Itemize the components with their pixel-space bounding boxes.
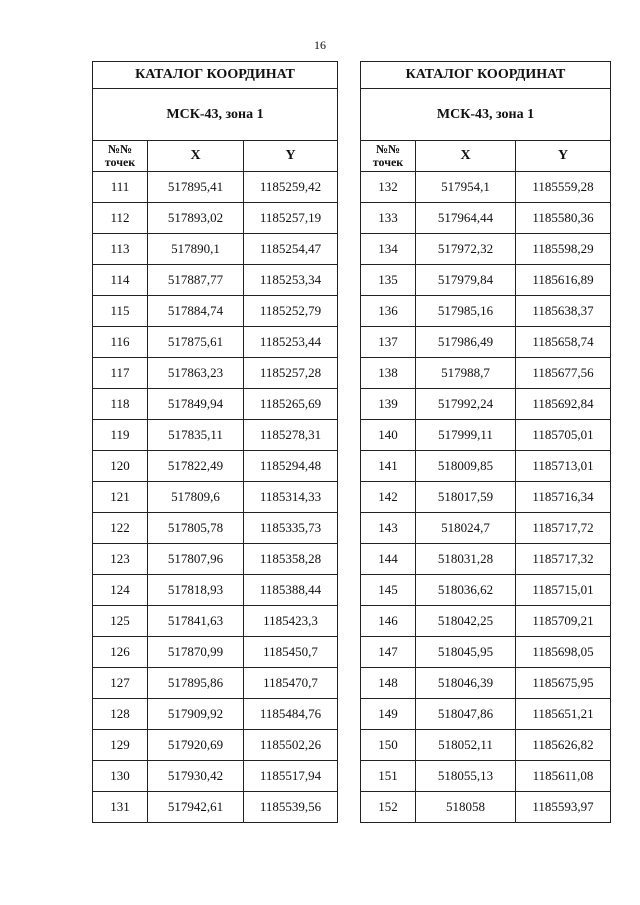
y-coordinate-cell: 1185470,7	[244, 668, 338, 699]
table-row	[361, 575, 611, 606]
x-coordinate-cell: 517895,41	[148, 172, 244, 203]
point-number-header	[93, 141, 148, 172]
point-number-cell: 134	[361, 234, 416, 265]
table-row	[93, 451, 338, 482]
y-coordinate-cell: 1185502,26	[244, 730, 338, 761]
y-coordinate-cell: 1185651,21	[516, 699, 611, 730]
point-number-cell: 138	[361, 358, 416, 389]
x-coordinate-cell: 517988,7	[416, 358, 516, 389]
point-number-cell: 131	[93, 792, 148, 823]
table-row	[93, 730, 338, 761]
point-number-header-line2: точек	[104, 155, 136, 169]
point-number-cell: 121	[93, 482, 148, 513]
y-coordinate-cell: 1185314,33	[244, 482, 338, 513]
x-coordinate-cell: 517841,63	[148, 606, 244, 637]
y-coordinate-cell: 1185593,97	[516, 792, 611, 823]
y-coordinate-cell: 1185257,28	[244, 358, 338, 389]
y-coordinate-cell: 1185698,05	[516, 637, 611, 668]
point-number-cell: 123	[93, 544, 148, 575]
x-coordinate-cell: 517999,11	[416, 420, 516, 451]
table-body	[93, 172, 338, 823]
point-number-cell: 116	[93, 327, 148, 358]
x-coordinate-cell: 518046,39	[416, 668, 516, 699]
y-coordinate-cell: 1185611,08	[516, 761, 611, 792]
point-number-cell: 113	[93, 234, 148, 265]
x-column-header: X	[416, 141, 516, 172]
y-coordinate-cell: 1185539,56	[244, 792, 338, 823]
point-number-cell: 140	[361, 420, 416, 451]
x-coordinate-cell: 517818,93	[148, 575, 244, 606]
point-number-cell: 111	[93, 172, 148, 203]
table-row	[93, 699, 338, 730]
table-row	[361, 451, 611, 482]
point-number-cell: 132	[361, 172, 416, 203]
point-number-cell: 146	[361, 606, 416, 637]
table-row	[93, 668, 338, 699]
y-coordinate-cell: 1185259,42	[244, 172, 338, 203]
point-number-cell: 125	[93, 606, 148, 637]
table-row	[361, 327, 611, 358]
y-coordinate-cell: 1185294,48	[244, 451, 338, 482]
table-row	[93, 544, 338, 575]
x-column-header: X	[148, 141, 244, 172]
x-coordinate-cell: 517884,74	[148, 296, 244, 327]
y-coordinate-cell: 1185253,34	[244, 265, 338, 296]
y-coordinate-cell: 1185638,37	[516, 296, 611, 327]
point-number-cell: 120	[93, 451, 148, 482]
point-number-cell: 124	[93, 575, 148, 606]
x-coordinate-cell: 517807,96	[148, 544, 244, 575]
point-number-cell: 151	[361, 761, 416, 792]
point-number-cell: 130	[93, 761, 148, 792]
table-row	[93, 637, 338, 668]
point-number-cell: 152	[361, 792, 416, 823]
x-coordinate-cell: 517890,1	[148, 234, 244, 265]
table-row	[93, 203, 338, 234]
table-row	[361, 699, 611, 730]
y-coordinate-cell: 1185580,36	[516, 203, 611, 234]
y-coordinate-cell: 1185423,3	[244, 606, 338, 637]
point-number-cell: 141	[361, 451, 416, 482]
y-coordinate-cell: 1185254,47	[244, 234, 338, 265]
catalog-title: КАТАЛОГ КООРДИНАТ	[93, 62, 338, 89]
point-number-cell: 128	[93, 699, 148, 730]
x-coordinate-cell: 517992,24	[416, 389, 516, 420]
x-coordinate-cell: 517870,99	[148, 637, 244, 668]
point-number-cell: 114	[93, 265, 148, 296]
table-row	[361, 234, 611, 265]
point-number-header-line2: точек	[372, 155, 404, 169]
point-number-cell: 144	[361, 544, 416, 575]
x-coordinate-cell: 517863,23	[148, 358, 244, 389]
x-coordinate-cell: 517930,42	[148, 761, 244, 792]
x-coordinate-cell: 517893,02	[148, 203, 244, 234]
coordinate-system-zone: МСК-43, зона 1	[361, 89, 611, 141]
y-coordinate-cell: 1185658,74	[516, 327, 611, 358]
table-row	[93, 761, 338, 792]
point-number-cell: 129	[93, 730, 148, 761]
point-number-cell: 139	[361, 389, 416, 420]
point-number-cell: 150	[361, 730, 416, 761]
y-coordinate-cell: 1185257,19	[244, 203, 338, 234]
point-number-cell: 136	[361, 296, 416, 327]
x-coordinate-cell: 517979,84	[416, 265, 516, 296]
point-number-cell: 145	[361, 575, 416, 606]
table-row	[361, 668, 611, 699]
x-coordinate-cell: 517835,11	[148, 420, 244, 451]
table-row	[93, 389, 338, 420]
table-row	[93, 172, 338, 203]
table-row	[93, 606, 338, 637]
x-coordinate-cell: 518017,59	[416, 482, 516, 513]
y-coordinate-cell: 1185616,89	[516, 265, 611, 296]
x-coordinate-cell: 518036,62	[416, 575, 516, 606]
y-coordinate-cell: 1185517,94	[244, 761, 338, 792]
point-number-cell: 115	[93, 296, 148, 327]
table-row	[361, 296, 611, 327]
y-coordinate-cell: 1185450,7	[244, 637, 338, 668]
coordinate-catalog-table-left	[92, 61, 338, 823]
x-coordinate-cell: 518058	[416, 792, 516, 823]
table-row	[93, 513, 338, 544]
table-row	[361, 389, 611, 420]
point-number-cell: 127	[93, 668, 148, 699]
x-coordinate-cell: 518042,25	[416, 606, 516, 637]
y-coordinate-cell: 1185705,01	[516, 420, 611, 451]
table-row	[93, 420, 338, 451]
x-coordinate-cell: 518055,13	[416, 761, 516, 792]
table-row	[361, 544, 611, 575]
page-number: 16	[314, 38, 326, 52]
catalog-title: КАТАЛОГ КООРДИНАТ	[361, 62, 611, 89]
x-coordinate-cell: 518052,11	[416, 730, 516, 761]
table-row	[361, 358, 611, 389]
x-coordinate-cell: 517920,69	[148, 730, 244, 761]
y-coordinate-cell: 1185717,32	[516, 544, 611, 575]
table-row	[361, 730, 611, 761]
x-coordinate-cell: 517942,61	[148, 792, 244, 823]
y-coordinate-cell: 1185335,73	[244, 513, 338, 544]
point-number-cell: 142	[361, 482, 416, 513]
x-coordinate-cell: 517895,86	[148, 668, 244, 699]
point-number-cell: 112	[93, 203, 148, 234]
y-coordinate-cell: 1185265,69	[244, 389, 338, 420]
point-number-cell: 143	[361, 513, 416, 544]
coordinate-catalog-table-right	[360, 61, 611, 823]
x-coordinate-cell: 517849,94	[148, 389, 244, 420]
y-coordinate-cell: 1185388,44	[244, 575, 338, 606]
x-coordinate-cell: 518047,86	[416, 699, 516, 730]
table-row	[93, 575, 338, 606]
y-coordinate-cell: 1185278,31	[244, 420, 338, 451]
y-coordinate-cell: 1185598,29	[516, 234, 611, 265]
y-coordinate-cell: 1185253,44	[244, 327, 338, 358]
y-column-header: Y	[244, 141, 338, 172]
x-coordinate-cell: 517964,44	[416, 203, 516, 234]
table-row	[93, 296, 338, 327]
y-coordinate-cell: 1185709,21	[516, 606, 611, 637]
x-coordinate-cell: 517954,1	[416, 172, 516, 203]
y-coordinate-cell: 1185715,01	[516, 575, 611, 606]
x-coordinate-cell: 517972,32	[416, 234, 516, 265]
point-number-header-line1: №№	[375, 142, 401, 156]
table-row	[361, 513, 611, 544]
y-column-header: Y	[516, 141, 611, 172]
y-coordinate-cell: 1185677,56	[516, 358, 611, 389]
point-number-cell: 149	[361, 699, 416, 730]
table-row	[93, 792, 338, 823]
x-coordinate-cell: 517887,77	[148, 265, 244, 296]
point-number-header	[361, 141, 416, 172]
y-coordinate-cell: 1185717,72	[516, 513, 611, 544]
table-row	[93, 358, 338, 389]
table-body	[361, 172, 611, 823]
point-number-cell: 148	[361, 668, 416, 699]
y-coordinate-cell: 1185626,82	[516, 730, 611, 761]
point-number-cell: 118	[93, 389, 148, 420]
y-coordinate-cell: 1185252,79	[244, 296, 338, 327]
table-row	[361, 606, 611, 637]
point-number-cell: 147	[361, 637, 416, 668]
x-coordinate-cell: 517875,61	[148, 327, 244, 358]
table-row	[361, 637, 611, 668]
table-row	[361, 172, 611, 203]
y-coordinate-cell: 1185675,95	[516, 668, 611, 699]
table-row	[361, 761, 611, 792]
table-row	[361, 482, 611, 513]
y-coordinate-cell: 1185716,34	[516, 482, 611, 513]
y-coordinate-cell: 1185358,28	[244, 544, 338, 575]
x-coordinate-cell: 518009,85	[416, 451, 516, 482]
table-row	[361, 265, 611, 296]
point-number-cell: 117	[93, 358, 148, 389]
point-number-cell: 119	[93, 420, 148, 451]
table-row	[361, 203, 611, 234]
y-coordinate-cell: 1185484,76	[244, 699, 338, 730]
table-row	[93, 265, 338, 296]
point-number-cell: 133	[361, 203, 416, 234]
table-row	[361, 420, 611, 451]
x-coordinate-cell: 517809,6	[148, 482, 244, 513]
table-row	[93, 234, 338, 265]
x-coordinate-cell: 517909,92	[148, 699, 244, 730]
table-row	[93, 482, 338, 513]
x-coordinate-cell: 517986,49	[416, 327, 516, 358]
point-number-header-line1: №№	[107, 142, 133, 156]
point-number-cell: 135	[361, 265, 416, 296]
x-coordinate-cell: 518045,95	[416, 637, 516, 668]
x-coordinate-cell: 517822,49	[148, 451, 244, 482]
x-coordinate-cell: 518031,28	[416, 544, 516, 575]
point-number-cell: 126	[93, 637, 148, 668]
y-coordinate-cell: 1185692,84	[516, 389, 611, 420]
x-coordinate-cell: 517805,78	[148, 513, 244, 544]
table-row	[361, 792, 611, 823]
table-row	[93, 327, 338, 358]
point-number-cell: 122	[93, 513, 148, 544]
coordinate-system-zone: МСК-43, зона 1	[93, 89, 338, 141]
y-coordinate-cell: 1185713,01	[516, 451, 611, 482]
x-coordinate-cell: 518024,7	[416, 513, 516, 544]
y-coordinate-cell: 1185559,28	[516, 172, 611, 203]
x-coordinate-cell: 517985,16	[416, 296, 516, 327]
point-number-cell: 137	[361, 327, 416, 358]
